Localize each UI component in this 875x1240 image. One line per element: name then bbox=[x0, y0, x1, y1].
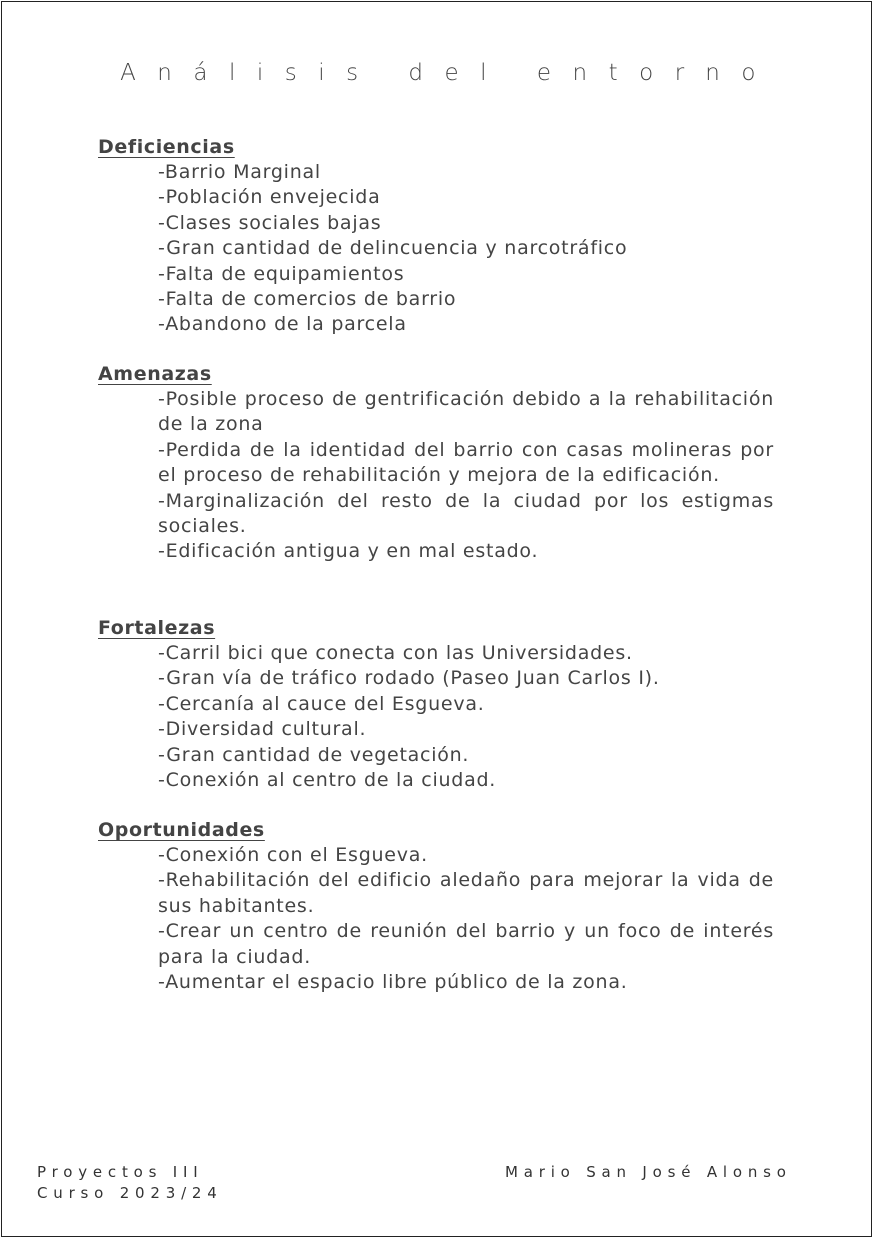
section-oportunidades bbox=[98, 818, 798, 995]
list-item: -Abandono de la parcela bbox=[158, 313, 407, 336]
list-item: -Gran cantidad de vegetación. bbox=[158, 743, 470, 766]
list-item: -Diversidad cultural. bbox=[158, 718, 367, 741]
section-heading: Amenazas bbox=[98, 363, 212, 385]
list-item: -Edificación antigua y en mal estado. bbox=[158, 540, 539, 563]
list-item: -Gran cantidad de delincuencia y narcotráfico bbox=[158, 237, 628, 260]
page-title: Análisis del entorno bbox=[120, 60, 777, 86]
item-list bbox=[98, 387, 798, 565]
course-name: Proyectos III bbox=[37, 1163, 204, 1181]
footer-course-info bbox=[37, 1162, 223, 1204]
list-item: -Aumentar el espacio libre público de la zona. bbox=[158, 971, 628, 994]
item-list bbox=[98, 160, 798, 338]
list-item: -Posible proceso de gentrificación debido a la rehabilitación de la zona bbox=[158, 388, 774, 436]
section-deficiencias bbox=[98, 135, 798, 338]
list-item: -Carril bici que conecta con las Universidades. bbox=[158, 642, 633, 664]
list-item: -Falta de comercios de barrio bbox=[158, 288, 457, 311]
item-list bbox=[98, 641, 798, 793]
section-amenazas bbox=[98, 362, 798, 565]
footer-author: Mario San José Alonso bbox=[505, 1163, 792, 1181]
list-item: -Crear un centro de reunión del barrio y un foco de interés para la ciudad. bbox=[158, 920, 774, 968]
section-fortalezas bbox=[98, 616, 798, 793]
list-item: -Falta de equipamientos bbox=[158, 262, 405, 285]
list-item: -Clases sociales bajas bbox=[158, 211, 382, 234]
list-item: -Cercanía al cauce del Esgueva. bbox=[158, 692, 485, 715]
course-year: Curso 2023/24 bbox=[37, 1184, 223, 1202]
list-item: -Barrio Marginal bbox=[158, 161, 321, 183]
section-heading: Fortalezas bbox=[98, 617, 216, 639]
list-item: -Rehabilitación del edificio aledaño para mejorar la vida de sus habitantes. bbox=[158, 869, 774, 917]
list-item: -Perdida de la identidad del barrio con casas molineras por el proceso de rehabilitación y mejora de la edificación. bbox=[158, 438, 774, 487]
list-item: -Gran vía de tráfico rodado (Paseo Juan Carlos I). bbox=[158, 667, 660, 690]
list-item: -Conexión al centro de la ciudad. bbox=[158, 769, 497, 792]
section-heading: Oportunidades bbox=[98, 819, 265, 841]
item-list bbox=[98, 843, 798, 995]
list-item: -Población envejecida bbox=[158, 186, 381, 209]
section-heading: Deficiencias bbox=[98, 136, 235, 158]
list-item: -Marginalización del resto de la ciudad por los estigmas sociales. bbox=[158, 489, 774, 538]
list-item: -Conexión con el Esgueva. bbox=[158, 844, 428, 866]
